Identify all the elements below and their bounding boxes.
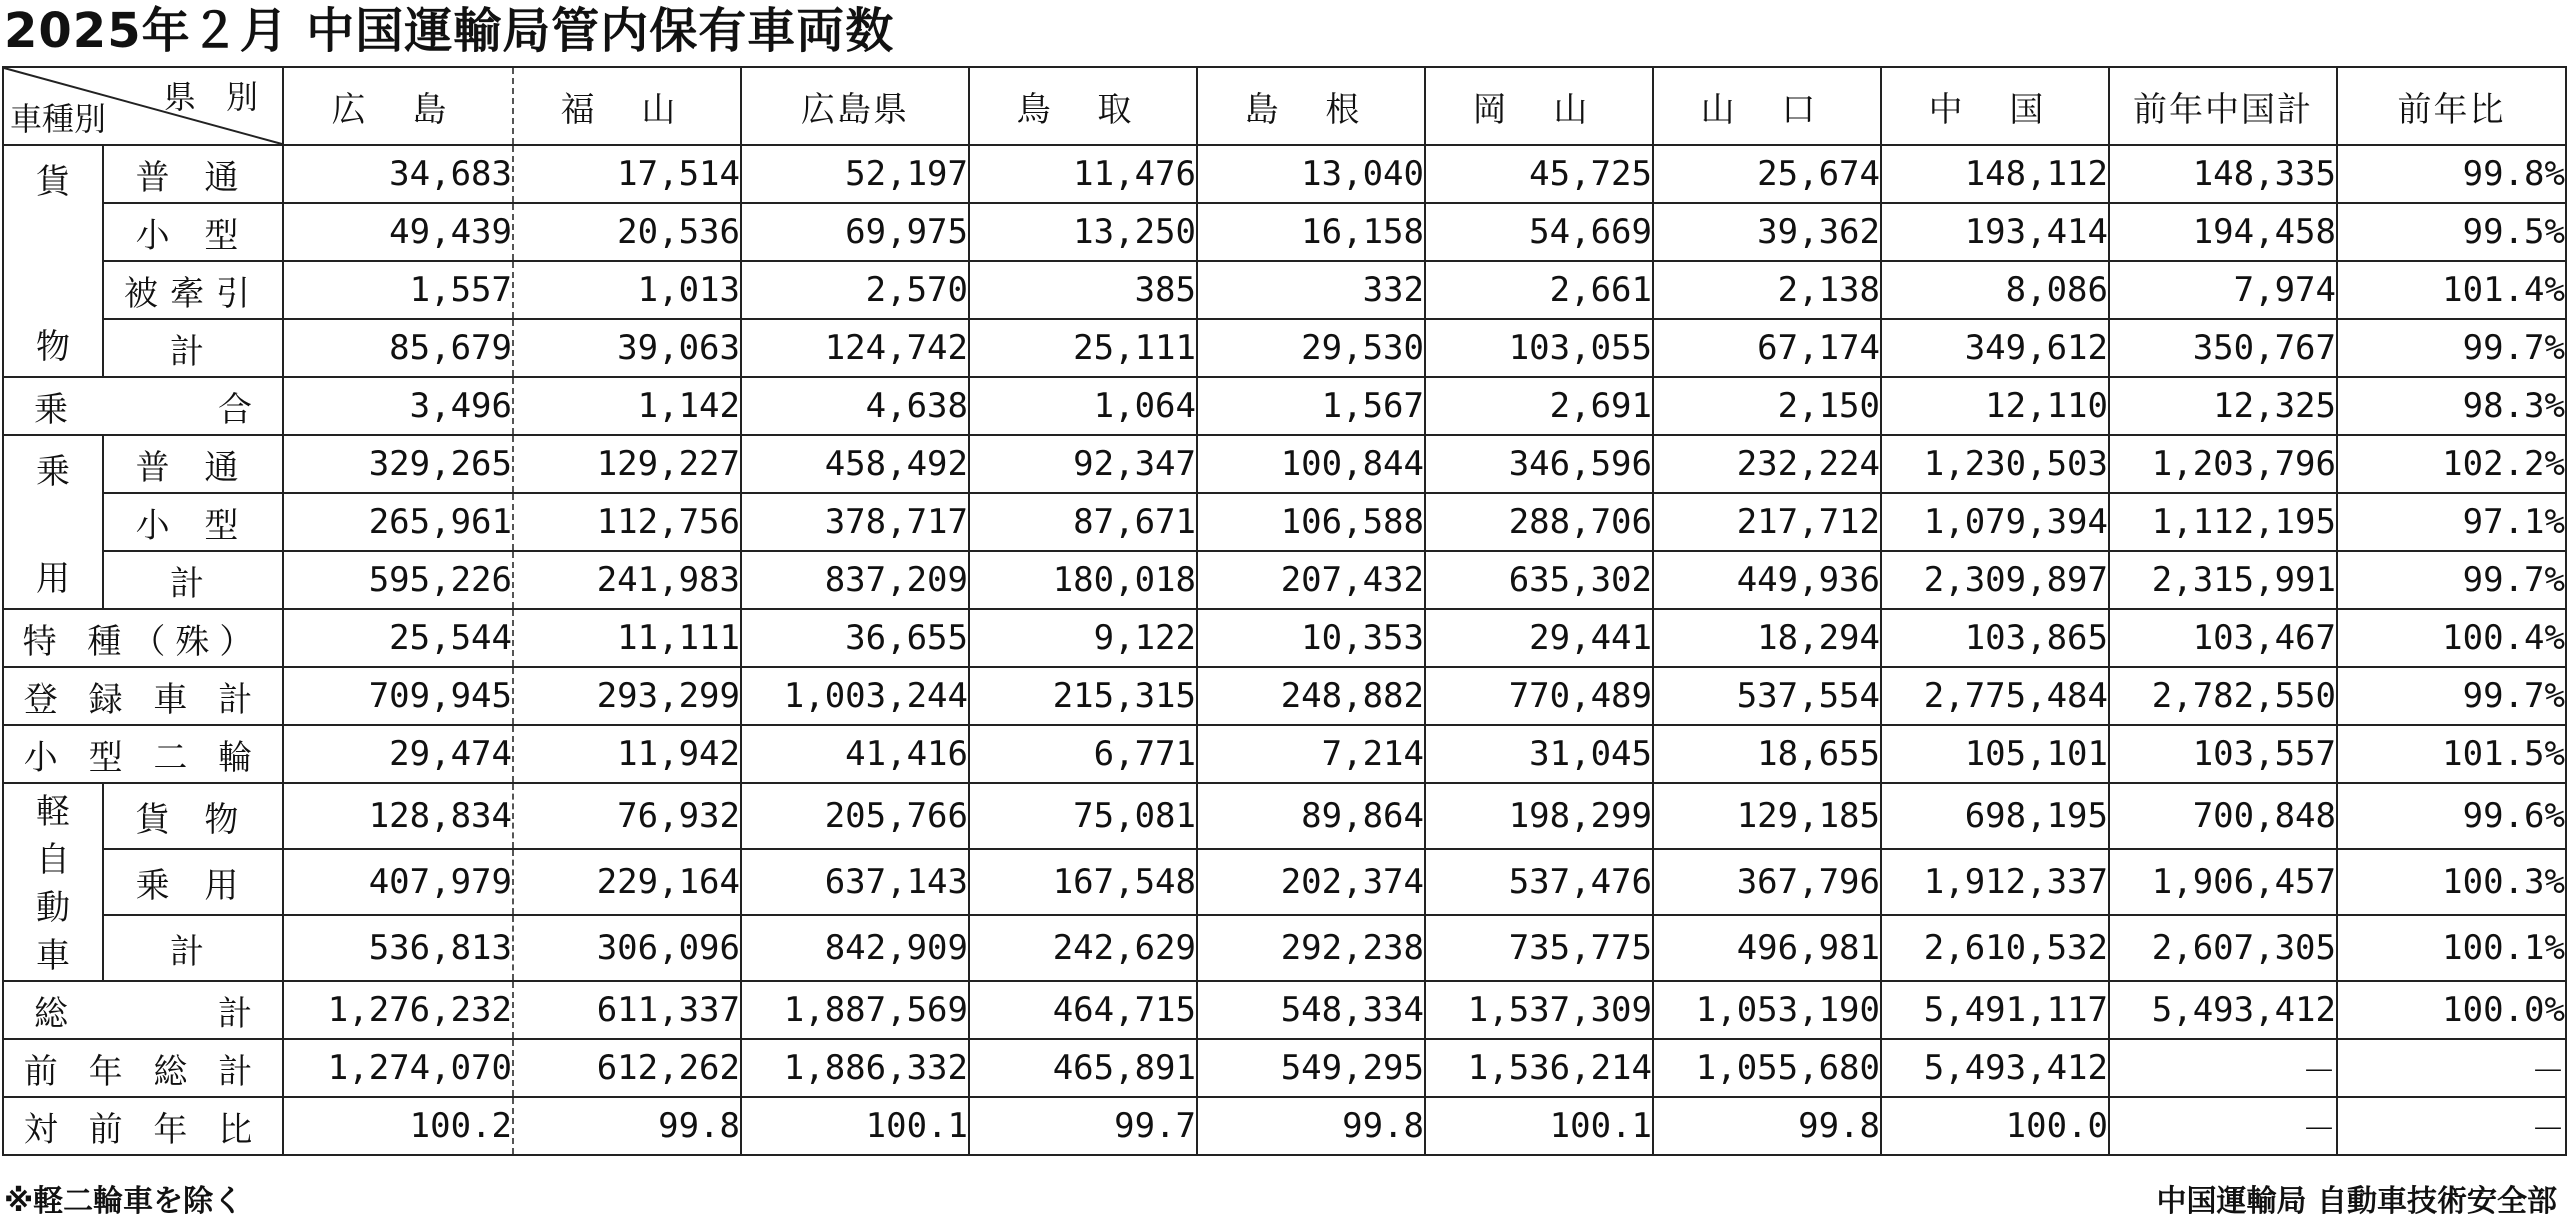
cell-bus-fukuyama: 1,142 bbox=[513, 377, 741, 435]
group-passenger-bottom: 用 bbox=[36, 559, 70, 599]
cell-yoy-ratio-hiroshima: 100.2 bbox=[283, 1097, 513, 1155]
row-label-cargo-regular: 普 通 bbox=[103, 145, 283, 203]
cell-registered-total-tottori: 215,315 bbox=[969, 667, 1197, 725]
cell-registered-total-hiroshima: 709,945 bbox=[283, 667, 513, 725]
row-label-text: 小 型 二 輪 bbox=[23, 737, 263, 778]
row-yoy-ratio bbox=[3, 1097, 2566, 1155]
cell-cargo-small-hiroshima: 49,439 bbox=[283, 203, 513, 261]
cell-passenger-regular-yamaguchi: 232,224 bbox=[1653, 435, 1881, 493]
row-label-right: 計 bbox=[218, 993, 252, 1034]
row-prev-year-total bbox=[3, 1039, 2566, 1097]
cell-prev-year-total-yamaguchi: 1,055,680 bbox=[1653, 1039, 1881, 1097]
cell-cargo-trailer-yamaguchi: 2,138 bbox=[1653, 261, 1881, 319]
cell-grand-total-okayama: 1,537,309 bbox=[1425, 981, 1653, 1039]
group-kei-char: 軽 bbox=[36, 792, 70, 832]
cell-grand-total-tottori: 464,715 bbox=[969, 981, 1197, 1039]
cell-grand-total-yoy-ratio: 100.0% bbox=[2337, 981, 2566, 1039]
col-header-yamaguchi: 山 口 bbox=[1653, 67, 1881, 145]
cell-prev-year-total-okayama: 1,536,214 bbox=[1425, 1039, 1653, 1097]
cell-cargo-trailer-shimane: 332 bbox=[1197, 261, 1425, 319]
row-label-passenger-regular: 普 通 bbox=[103, 435, 283, 493]
row-special bbox=[3, 609, 2566, 667]
cell-cargo-regular-yamaguchi: 25,674 bbox=[1653, 145, 1881, 203]
group-kei-stack bbox=[4, 784, 102, 980]
cell-registered-total-prev-year-chugoku: 2,782,550 bbox=[2109, 667, 2337, 725]
row-label-passenger-total: 計 bbox=[103, 551, 283, 609]
cell-prev-year-total-yoy-ratio: － bbox=[2337, 1039, 2566, 1097]
cell-cargo-total-tottori: 25,111 bbox=[969, 319, 1197, 377]
cell-small-motorcycle-hiroshima: 29,474 bbox=[283, 725, 513, 783]
cell-kei-passenger-hiroshima: 407,979 bbox=[283, 849, 513, 915]
row-label-kei-total: 計 bbox=[103, 915, 283, 981]
col-header-prev-year-chugoku: 前年中国計 bbox=[2109, 67, 2337, 145]
cell-bus-yamaguchi: 2,150 bbox=[1653, 377, 1881, 435]
cell-kei-total-shimane: 292,238 bbox=[1197, 915, 1425, 981]
row-label-text: 特 種（殊） bbox=[22, 621, 264, 662]
cell-registered-total-chugoku: 2,775,484 bbox=[1881, 667, 2109, 725]
cell-passenger-total-hiroshima: 595,226 bbox=[283, 551, 513, 609]
cell-kei-cargo-hiroshima: 128,834 bbox=[283, 783, 513, 849]
cell-small-motorcycle-tottori: 6,771 bbox=[969, 725, 1197, 783]
cell-cargo-regular-fukuyama: 17,514 bbox=[513, 145, 741, 203]
cell-passenger-total-hiroshima-pref: 837,209 bbox=[741, 551, 969, 609]
group-cargo-bottom: 物 bbox=[36, 327, 70, 367]
cell-passenger-small-chugoku: 1,079,394 bbox=[1881, 493, 2109, 551]
cell-passenger-small-hiroshima-pref: 378,717 bbox=[741, 493, 969, 551]
col-header-okayama: 岡 山 bbox=[1425, 67, 1653, 145]
col-header-chugoku: 中 国 bbox=[1881, 67, 2109, 145]
cell-yoy-ratio-chugoku: 100.0 bbox=[1881, 1097, 2109, 1155]
cell-prev-year-total-chugoku: 5,493,412 bbox=[1881, 1039, 2109, 1097]
cell-cargo-small-hiroshima-pref: 69,975 bbox=[741, 203, 969, 261]
group-kei-char: 車 bbox=[36, 936, 70, 976]
cell-prev-year-total-shimane: 549,295 bbox=[1197, 1039, 1425, 1097]
cell-kei-passenger-prev-year-chugoku: 1,906,457 bbox=[2109, 849, 2337, 915]
col-header-fukuyama: 福 山 bbox=[513, 67, 741, 145]
cell-cargo-regular-prev-year-chugoku: 148,335 bbox=[2109, 145, 2337, 203]
cell-yoy-ratio-hiroshima-pref: 100.1 bbox=[741, 1097, 969, 1155]
cell-cargo-trailer-chugoku: 8,086 bbox=[1881, 261, 2109, 319]
cell-passenger-regular-fukuyama: 129,227 bbox=[513, 435, 741, 493]
cell-cargo-small-okayama: 54,669 bbox=[1425, 203, 1653, 261]
page-title: 2025年２月 中国運輸局管内保有車両数 bbox=[4, 3, 895, 59]
cell-yoy-ratio-tottori: 99.7 bbox=[969, 1097, 1197, 1155]
cell-passenger-total-shimane: 207,432 bbox=[1197, 551, 1425, 609]
cell-kei-total-tottori: 242,629 bbox=[969, 915, 1197, 981]
cell-cargo-small-yoy-ratio: 99.5% bbox=[2337, 203, 2566, 261]
group-kei-char: 自 bbox=[36, 840, 70, 880]
cell-passenger-regular-hiroshima-pref: 458,492 bbox=[741, 435, 969, 493]
cell-cargo-small-prev-year-chugoku: 194,458 bbox=[2109, 203, 2337, 261]
row-passenger-small bbox=[3, 493, 2566, 551]
cell-grand-total-fukuyama: 611,337 bbox=[513, 981, 741, 1039]
row-label-bus bbox=[3, 377, 283, 435]
cell-cargo-total-chugoku: 349,612 bbox=[1881, 319, 2109, 377]
cell-kei-total-yoy-ratio: 100.1% bbox=[2337, 915, 2566, 981]
row-label-wrap bbox=[4, 382, 282, 431]
group-cargo bbox=[3, 145, 103, 377]
row-label-cargo-trailer: 被牽引 bbox=[103, 261, 283, 319]
row-label-yoy-ratio bbox=[3, 1097, 283, 1155]
cell-kei-cargo-tottori: 75,081 bbox=[969, 783, 1197, 849]
cell-kei-total-hiroshima-pref: 842,909 bbox=[741, 915, 969, 981]
cell-kei-passenger-yoy-ratio: 100.3% bbox=[2337, 849, 2566, 915]
row-label-small-motorcycle bbox=[3, 725, 283, 783]
cell-cargo-trailer-tottori: 385 bbox=[969, 261, 1197, 319]
cell-special-prev-year-chugoku: 103,467 bbox=[2109, 609, 2337, 667]
cell-kei-cargo-chugoku: 698,195 bbox=[1881, 783, 2109, 849]
cell-kei-passenger-fukuyama: 229,164 bbox=[513, 849, 741, 915]
row-grand-total bbox=[3, 981, 2566, 1039]
group-passenger-top: 乗 bbox=[36, 452, 70, 492]
cell-cargo-small-tottori: 13,250 bbox=[969, 203, 1197, 261]
row-label-kei-cargo: 貨 物 bbox=[103, 783, 283, 849]
cell-special-okayama: 29,441 bbox=[1425, 609, 1653, 667]
cell-small-motorcycle-hiroshima-pref: 41,416 bbox=[741, 725, 969, 783]
row-label-special bbox=[3, 609, 283, 667]
group-cargo-top: 貨 bbox=[36, 162, 70, 202]
cell-special-hiroshima: 25,544 bbox=[283, 609, 513, 667]
row-label-left: 総 bbox=[34, 993, 68, 1034]
cell-passenger-small-prev-year-chugoku: 1,112,195 bbox=[2109, 493, 2337, 551]
cell-grand-total-hiroshima: 1,276,232 bbox=[283, 981, 513, 1039]
cell-kei-cargo-fukuyama: 76,932 bbox=[513, 783, 741, 849]
cell-kei-passenger-tottori: 167,548 bbox=[969, 849, 1197, 915]
row-cargo-trailer bbox=[3, 261, 2566, 319]
cell-kei-total-okayama: 735,775 bbox=[1425, 915, 1653, 981]
cell-cargo-regular-chugoku: 148,112 bbox=[1881, 145, 2109, 203]
cell-yoy-ratio-yoy-ratio: － bbox=[2337, 1097, 2566, 1155]
cell-special-yoy-ratio: 100.4% bbox=[2337, 609, 2566, 667]
cell-registered-total-hiroshima-pref: 1,003,244 bbox=[741, 667, 969, 725]
cell-cargo-regular-shimane: 13,040 bbox=[1197, 145, 1425, 203]
cell-cargo-regular-tottori: 11,476 bbox=[969, 145, 1197, 203]
cell-cargo-total-okayama: 103,055 bbox=[1425, 319, 1653, 377]
row-label-passenger-small: 小 型 bbox=[103, 493, 283, 551]
cell-passenger-small-hiroshima: 265,961 bbox=[283, 493, 513, 551]
cell-prev-year-total-hiroshima-pref: 1,886,332 bbox=[741, 1039, 969, 1097]
cell-kei-cargo-shimane: 89,864 bbox=[1197, 783, 1425, 849]
cell-cargo-total-yamaguchi: 67,174 bbox=[1653, 319, 1881, 377]
cell-passenger-total-prev-year-chugoku: 2,315,991 bbox=[2109, 551, 2337, 609]
cell-cargo-total-shimane: 29,530 bbox=[1197, 319, 1425, 377]
cell-registered-total-shimane: 248,882 bbox=[1197, 667, 1425, 725]
row-label-prev-year-total bbox=[3, 1039, 283, 1097]
vehicle-count-table bbox=[2, 66, 2567, 1156]
cell-grand-total-hiroshima-pref: 1,887,569 bbox=[741, 981, 969, 1039]
row-label-wrap bbox=[4, 986, 282, 1035]
cell-passenger-small-shimane: 106,588 bbox=[1197, 493, 1425, 551]
cell-cargo-small-fukuyama: 20,536 bbox=[513, 203, 741, 261]
row-label-right: 合 bbox=[218, 389, 252, 430]
cell-special-chugoku: 103,865 bbox=[1881, 609, 2109, 667]
cell-kei-total-chugoku: 2,610,532 bbox=[1881, 915, 2109, 981]
cell-cargo-total-yoy-ratio: 99.7% bbox=[2337, 319, 2566, 377]
cell-passenger-small-fukuyama: 112,756 bbox=[513, 493, 741, 551]
cell-kei-passenger-okayama: 537,476 bbox=[1425, 849, 1653, 915]
cell-kei-total-fukuyama: 306,096 bbox=[513, 915, 741, 981]
cell-small-motorcycle-okayama: 31,045 bbox=[1425, 725, 1653, 783]
row-passenger-regular bbox=[3, 435, 2566, 493]
cell-bus-shimane: 1,567 bbox=[1197, 377, 1425, 435]
row-label-text: 対 前 年 比 bbox=[23, 1109, 263, 1150]
row-kei-cargo bbox=[3, 783, 2566, 849]
cell-kei-cargo-okayama: 198,299 bbox=[1425, 783, 1653, 849]
cell-grand-total-chugoku: 5,491,117 bbox=[1881, 981, 2109, 1039]
cell-yoy-ratio-okayama: 100.1 bbox=[1425, 1097, 1653, 1155]
row-passenger-total bbox=[3, 551, 2566, 609]
row-label-registered-total bbox=[3, 667, 283, 725]
cell-small-motorcycle-fukuyama: 11,942 bbox=[513, 725, 741, 783]
col-header-hiroshima: 広 島 bbox=[283, 67, 513, 145]
row-cargo-small bbox=[3, 203, 2566, 261]
cell-special-yamaguchi: 18,294 bbox=[1653, 609, 1881, 667]
cell-prev-year-total-fukuyama: 612,262 bbox=[513, 1039, 741, 1097]
cell-passenger-total-fukuyama: 241,983 bbox=[513, 551, 741, 609]
cell-passenger-small-yoy-ratio: 97.1% bbox=[2337, 493, 2566, 551]
cell-kei-cargo-prev-year-chugoku: 700,848 bbox=[2109, 783, 2337, 849]
row-label-cargo-small: 小 型 bbox=[103, 203, 283, 261]
cell-passenger-regular-shimane: 100,844 bbox=[1197, 435, 1425, 493]
row-label-grand-total bbox=[3, 981, 283, 1039]
cell-grand-total-yamaguchi: 1,053,190 bbox=[1653, 981, 1881, 1039]
group-kei bbox=[3, 783, 103, 981]
cell-bus-tottori: 1,064 bbox=[969, 377, 1197, 435]
cell-kei-total-prev-year-chugoku: 2,607,305 bbox=[2109, 915, 2337, 981]
cell-passenger-regular-yoy-ratio: 102.2% bbox=[2337, 435, 2566, 493]
source-credit: 中国運輸局 自動車技術安全部 bbox=[2156, 1184, 2557, 1219]
cell-kei-cargo-yamaguchi: 129,185 bbox=[1653, 783, 1881, 849]
cell-cargo-trailer-fukuyama: 1,013 bbox=[513, 261, 741, 319]
cell-special-tottori: 9,122 bbox=[969, 609, 1197, 667]
cell-yoy-ratio-shimane: 99.8 bbox=[1197, 1097, 1425, 1155]
col-header-shimane: 島 根 bbox=[1197, 67, 1425, 145]
cell-passenger-regular-hiroshima: 329,265 bbox=[283, 435, 513, 493]
cell-small-motorcycle-yamaguchi: 18,655 bbox=[1653, 725, 1881, 783]
cell-kei-passenger-shimane: 202,374 bbox=[1197, 849, 1425, 915]
cell-cargo-regular-hiroshima-pref: 52,197 bbox=[741, 145, 969, 203]
cell-cargo-regular-yoy-ratio: 99.8% bbox=[2337, 145, 2566, 203]
cell-grand-total-shimane: 548,334 bbox=[1197, 981, 1425, 1039]
cell-kei-total-yamaguchi: 496,981 bbox=[1653, 915, 1881, 981]
row-bus bbox=[3, 377, 2566, 435]
cell-grand-total-prev-year-chugoku: 5,493,412 bbox=[2109, 981, 2337, 1039]
cell-cargo-total-hiroshima: 85,679 bbox=[283, 319, 513, 377]
row-registered-total bbox=[3, 667, 2566, 725]
cell-passenger-small-yamaguchi: 217,712 bbox=[1653, 493, 1881, 551]
col-header-tottori: 鳥 取 bbox=[969, 67, 1197, 145]
cell-yoy-ratio-yamaguchi: 99.8 bbox=[1653, 1097, 1881, 1155]
cell-small-motorcycle-yoy-ratio: 101.5% bbox=[2337, 725, 2566, 783]
cell-cargo-trailer-prev-year-chugoku: 7,974 bbox=[2109, 261, 2337, 319]
cell-small-motorcycle-shimane: 7,214 bbox=[1197, 725, 1425, 783]
cell-kei-passenger-chugoku: 1,912,337 bbox=[1881, 849, 2109, 915]
cell-cargo-small-yamaguchi: 39,362 bbox=[1653, 203, 1881, 261]
cell-kei-cargo-yoy-ratio: 99.6% bbox=[2337, 783, 2566, 849]
cell-small-motorcycle-chugoku: 105,101 bbox=[1881, 725, 2109, 783]
header-corner bbox=[3, 67, 283, 145]
cell-cargo-total-fukuyama: 39,063 bbox=[513, 319, 741, 377]
cell-small-motorcycle-prev-year-chugoku: 103,557 bbox=[2109, 725, 2337, 783]
cell-special-fukuyama: 11,111 bbox=[513, 609, 741, 667]
row-cargo-total bbox=[3, 319, 2566, 377]
group-passenger bbox=[3, 435, 103, 609]
cell-bus-hiroshima: 3,496 bbox=[283, 377, 513, 435]
cell-registered-total-yoy-ratio: 99.7% bbox=[2337, 667, 2566, 725]
footnote: ※軽二輪車を除く bbox=[4, 1184, 244, 1219]
cell-bus-chugoku: 12,110 bbox=[1881, 377, 2109, 435]
cell-passenger-small-okayama: 288,706 bbox=[1425, 493, 1653, 551]
row-kei-total bbox=[3, 915, 2566, 981]
cell-prev-year-total-prev-year-chugoku: － bbox=[2109, 1039, 2337, 1097]
cell-special-shimane: 10,353 bbox=[1197, 609, 1425, 667]
col-header-yoy-ratio: 前年比 bbox=[2337, 67, 2566, 145]
cell-cargo-trailer-okayama: 2,661 bbox=[1425, 261, 1653, 319]
cell-passenger-total-yamaguchi: 449,936 bbox=[1653, 551, 1881, 609]
corner-prefecture-label: 県 別 bbox=[163, 78, 268, 116]
row-cargo-regular bbox=[3, 145, 2566, 203]
row-small-motorcycle bbox=[3, 725, 2566, 783]
cell-passenger-total-yoy-ratio: 99.7% bbox=[2337, 551, 2566, 609]
cell-passenger-regular-chugoku: 1,230,503 bbox=[1881, 435, 2109, 493]
cell-kei-passenger-hiroshima-pref: 637,143 bbox=[741, 849, 969, 915]
corner-vehicle-type-label: 車種別 bbox=[10, 100, 107, 138]
cell-cargo-trailer-yoy-ratio: 101.4% bbox=[2337, 261, 2566, 319]
cell-cargo-small-shimane: 16,158 bbox=[1197, 203, 1425, 261]
cell-registered-total-yamaguchi: 537,554 bbox=[1653, 667, 1881, 725]
cell-bus-prev-year-chugoku: 12,325 bbox=[2109, 377, 2337, 435]
row-label-left: 乗 bbox=[34, 389, 68, 430]
cell-passenger-small-tottori: 87,671 bbox=[969, 493, 1197, 551]
row-label-kei-passenger: 乗 用 bbox=[103, 849, 283, 915]
row-kei-passenger bbox=[3, 849, 2566, 915]
cell-passenger-regular-prev-year-chugoku: 1,203,796 bbox=[2109, 435, 2337, 493]
row-label-text: 登 録 車 計 bbox=[23, 679, 263, 720]
cell-prev-year-total-hiroshima: 1,274,070 bbox=[283, 1039, 513, 1097]
cell-cargo-regular-hiroshima: 34,683 bbox=[283, 145, 513, 203]
cell-kei-passenger-yamaguchi: 367,796 bbox=[1653, 849, 1881, 915]
header-row bbox=[3, 67, 2566, 145]
cell-registered-total-okayama: 770,489 bbox=[1425, 667, 1653, 725]
cell-passenger-total-chugoku: 2,309,897 bbox=[1881, 551, 2109, 609]
cell-kei-total-hiroshima: 536,813 bbox=[283, 915, 513, 981]
cell-passenger-total-tottori: 180,018 bbox=[969, 551, 1197, 609]
cell-yoy-ratio-prev-year-chugoku: － bbox=[2109, 1097, 2337, 1155]
cell-cargo-total-hiroshima-pref: 124,742 bbox=[741, 319, 969, 377]
cell-bus-yoy-ratio: 98.3% bbox=[2337, 377, 2566, 435]
cell-cargo-small-chugoku: 193,414 bbox=[1881, 203, 2109, 261]
cell-cargo-trailer-hiroshima-pref: 2,570 bbox=[741, 261, 969, 319]
cell-passenger-total-okayama: 635,302 bbox=[1425, 551, 1653, 609]
row-label-text: 前 年 総 計 bbox=[23, 1051, 263, 1092]
cell-kei-cargo-hiroshima-pref: 205,766 bbox=[741, 783, 969, 849]
cell-cargo-regular-okayama: 45,725 bbox=[1425, 145, 1653, 203]
cell-registered-total-fukuyama: 293,299 bbox=[513, 667, 741, 725]
cell-cargo-trailer-hiroshima: 1,557 bbox=[283, 261, 513, 319]
cell-special-hiroshima-pref: 36,655 bbox=[741, 609, 969, 667]
cell-cargo-total-prev-year-chugoku: 350,767 bbox=[2109, 319, 2337, 377]
cell-bus-okayama: 2,691 bbox=[1425, 377, 1653, 435]
cell-passenger-regular-tottori: 92,347 bbox=[969, 435, 1197, 493]
cell-bus-hiroshima-pref: 4,638 bbox=[741, 377, 969, 435]
cell-passenger-regular-okayama: 346,596 bbox=[1425, 435, 1653, 493]
cell-prev-year-total-tottori: 465,891 bbox=[969, 1039, 1197, 1097]
cell-yoy-ratio-fukuyama: 99.8 bbox=[513, 1097, 741, 1155]
row-label-cargo-total: 計 bbox=[103, 319, 283, 377]
group-kei-char: 動 bbox=[36, 888, 70, 928]
col-header-hiroshima-pref: 広島県 bbox=[741, 67, 969, 145]
